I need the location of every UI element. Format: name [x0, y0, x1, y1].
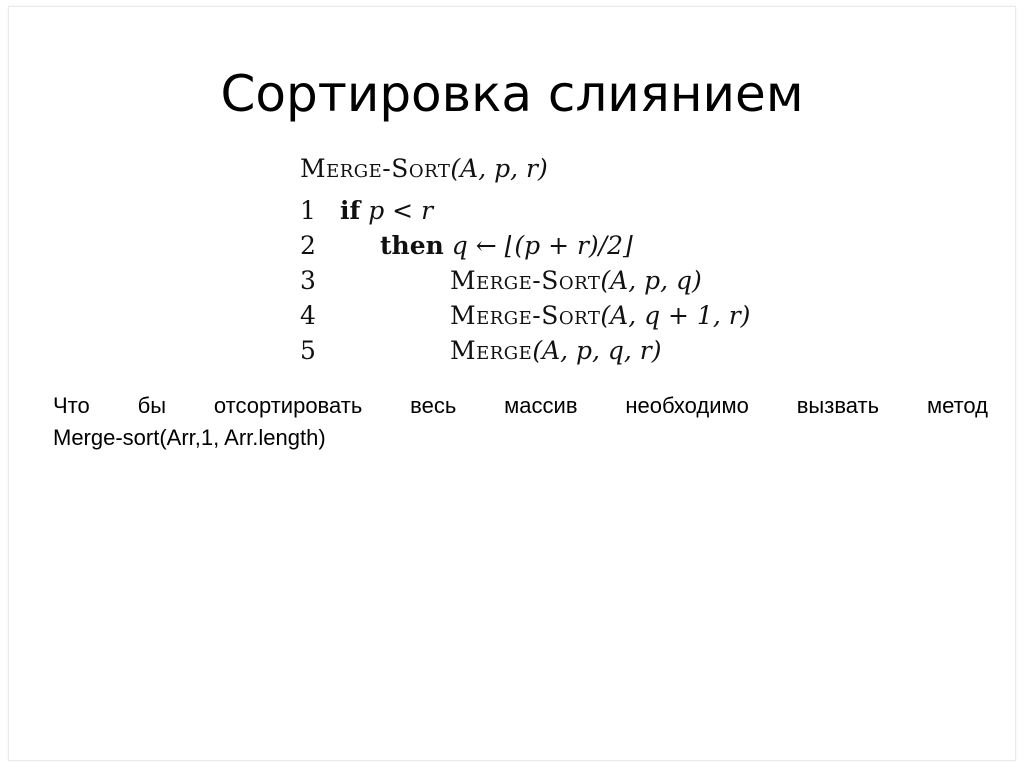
line-number: 2	[300, 231, 316, 260]
keyword-then: then	[380, 231, 444, 260]
description-line-1: Что бы отсортировать весь массив необходимо вызвать метод	[53, 393, 988, 418]
line-number: 5	[300, 336, 316, 365]
procedure-name: Merge-Sort	[300, 154, 451, 183]
line-number: 4	[300, 301, 316, 330]
procedure-args: (A, q + 1, r)	[600, 301, 751, 330]
line-text: p < r	[368, 196, 434, 225]
pseudocode-header	[300, 152, 548, 186]
line-number: 1	[300, 196, 316, 225]
pseudocode-line-2	[300, 229, 633, 263]
procedure-args: (A, p, r)	[450, 154, 548, 183]
pseudocode-line-3	[300, 264, 702, 298]
procedure-name: Merge-Sort	[450, 301, 601, 330]
procedure-name: Merge-Sort	[450, 266, 601, 295]
description-text	[53, 390, 988, 454]
description-line-2: Merge-sort(Arr,1, Arr.length)	[53, 425, 326, 450]
keyword-if: if	[340, 196, 361, 225]
pseudocode-line-1	[300, 194, 433, 228]
pseudocode-line-5	[300, 334, 662, 368]
procedure-args: (A, p, q)	[600, 266, 702, 295]
line-text: q ← ⌊(p + r)/2⌋	[451, 231, 633, 260]
line-number: 3	[300, 266, 316, 295]
procedure-args: (A, p, q, r)	[532, 336, 662, 365]
pseudocode-line-4	[300, 299, 750, 333]
slide-title: Сортировка слиянием	[220, 65, 804, 123]
procedure-name: Merge	[450, 336, 533, 365]
pseudocode-block	[300, 152, 820, 372]
